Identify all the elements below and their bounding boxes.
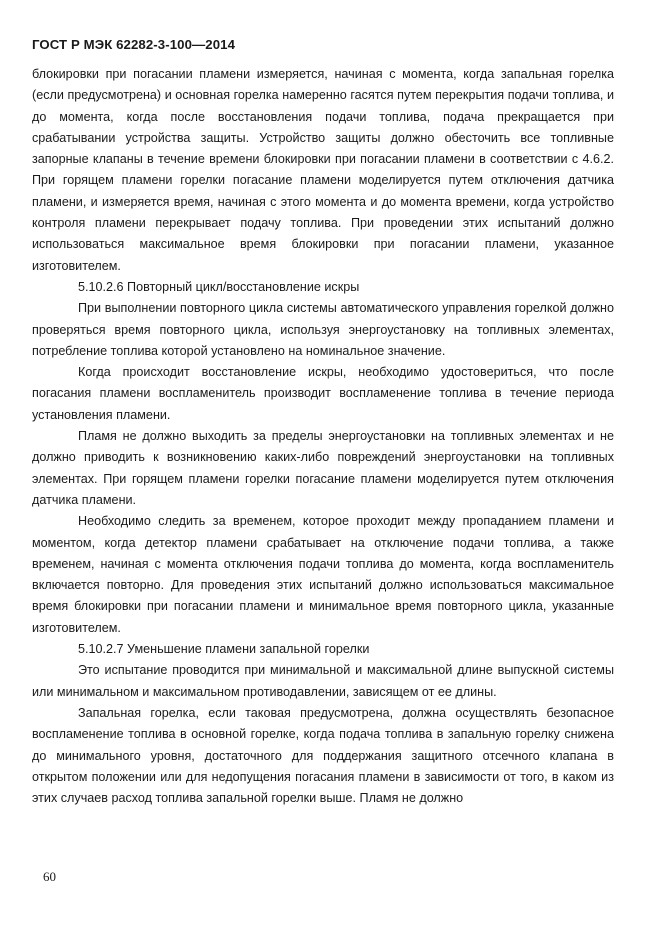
document-body (32, 64, 614, 809)
paragraph: Запальная горелка, если таковая предусмотрена, должна осуществлять безопасное воспламенение топлива в основной горелке, когда подача топлива в запальную горелку снижена до минимального уровня, достаточного для поддержания защитного отсечного клапана в открытом положении или для недопущения погасания пламени в зависимости от того, в каком из этих случаев расход топлива запальной горелки выше. Пламя не должно (32, 705, 614, 806)
paragraph: Пламя не должно выходить за пределы энергоустановки на топливных элементах и не должно приводить к возникновению каких-либо повреждений энергоустановки на топливных элементах. При горящем пламени горелки погасание пламени моделируется путем отключения датчика пламени. (32, 429, 614, 507)
section-heading: 5.10.2.6 Повторный цикл/восстановление искры (78, 279, 360, 294)
paragraph: Необходимо следить за временем, которое проходит между пропаданием пламени и моментом, когда детектор пламени срабатывает на отключение подачи топлива, а также временем, начиная с момента отключения подачи топлива до момента, когда воспламенитель включается повторно. Для проведения этих испытаний должно использоваться максимальное время блокировки при погасании пламени и минимальное время повторного цикла, указанные изготовителем. (32, 514, 614, 635)
paragraph: блокировки при погасании пламени измеряется, начиная с момента, когда запальная горелка (если предусмотрена) и основная горелка намеренно гасятся путем перекрытия подачи топлива, и до момента, когда после восстановления подачи топлива, подача прекращается при срабатывании устройства защиты. Устройство защиты должно обесточить все топливные запорные клапаны в течение времени блокировки при погасании пламени в соответствии с 4.6.2. При горящем пламени горелки погасание пламени моделируется путем отключения датчика пламени, и измеряется время, начиная с этого момента и до момента времени, когда устройство контроля пламени перекрывает подачу топлива. При проведении этих испытаний должно использоваться максимальное время блокировки при погасании пламени, указанное изготовителем. (32, 67, 614, 273)
paragraph: При выполнении повторного цикла системы автоматического управления горелкой должно проверяться время повторного цикла, используя энергоустановку на топливных элементах, потребление топлива которой установлено на номинальное значение. (32, 301, 614, 358)
paragraph: Когда происходит восстановление искры, необходимо удостовериться, что после погасания пламени воспламенитель производит воспламенение топлива в течение периода установления пламени. (32, 365, 614, 422)
paragraph: Это испытание проводится при минимальной и максимальной длине выпускной системы или минимальном и максимальном противодавлении, зависящем от ее длины. (32, 663, 614, 699)
section-heading: 5.10.2.7 Уменьшение пламени запальной горелки (78, 642, 370, 657)
document-header: ГОСТ Р МЭК 62282-3-100—2014 (32, 37, 236, 52)
page-number: 60 (43, 869, 56, 884)
